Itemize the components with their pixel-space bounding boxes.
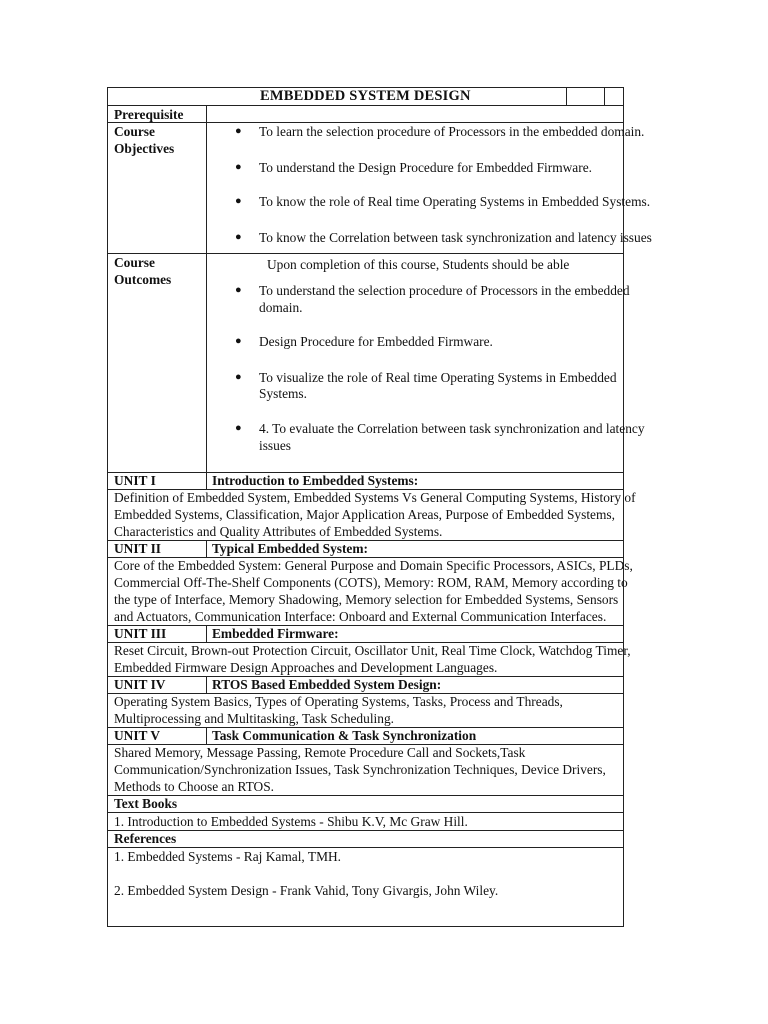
outcome-item: To understand the selection procedure of Processors in the embedded [259,283,630,298]
bullet-icon: ● [235,284,242,296]
unit-content-line: Commercial Off-The-Shelf Components (COTS), Memory: ROM, RAM, Memory according to [114,575,628,590]
outcome-item: Design Procedure for Embedded Firmware. [259,334,493,349]
objectives-label: Course [114,124,155,139]
row-divider [107,830,624,831]
unit-content-line: and Actuators, Communication Interface: Onboard and External Communication Interfaces. [114,609,607,624]
unit-title: Embedded Firmware: [212,626,339,641]
outcome-item: issues [259,438,291,453]
unit-title: Task Communication & Task Synchronization [212,728,477,743]
row-divider [107,625,624,626]
row-divider [107,253,624,254]
syllabus-table [107,87,652,927]
unit-label-divider [206,676,207,693]
outcome-item: domain. [259,300,303,315]
outcome-item: To visualize the role of Real time Operating Systems in Embedded [259,370,617,385]
bullet-icon: ● [235,371,242,383]
title-cell-divider [566,87,567,105]
course-title: EMBEDDED SYSTEM DESIGN [260,88,471,104]
text-books-label: Text Books [114,796,178,811]
unit-label-divider [206,727,207,744]
unit-label: UNIT I [114,473,156,488]
prerequisite-label: Prerequisite [114,107,184,122]
row-divider [107,105,624,106]
title-cell-divider [604,87,605,105]
unit-label-divider [206,540,207,557]
bullet-icon: ● [235,195,242,207]
unit-content-line: Operating System Basics, Types of Operating Systems, Tasks, Process and Threads, [114,694,563,709]
bullet-icon: ● [235,335,242,347]
unit-content-line: Definition of Embedded System, Embedded Systems Vs General Computing Systems, History of [114,490,636,505]
references-label: References [114,831,177,846]
unit-title: RTOS Based Embedded System Design: [212,677,442,692]
unit-content-line: Embedded Systems, Classification, Major Application Areas, Purpose of Embedded Systems, [114,507,615,522]
unit-content-line: Communication/Synchronization Issues, Task Synchronization Techniques, Device Drivers, [114,762,606,777]
unit-label: UNIT V [114,728,161,743]
text-book-item: 1. Introduction to Embedded Systems - Shibu K.V, Mc Graw Hill. [114,814,468,829]
unit-title: Typical Embedded System: [212,541,368,556]
unit-label: UNIT IV [114,677,166,692]
bullet-icon: ● [235,231,242,243]
unit-content-line: Shared Memory, Message Passing, Remote Procedure Call and Sockets,Task [114,745,526,760]
label-column-divider [206,105,207,472]
outcomes-label: Course [114,255,155,270]
bullet-icon: ● [235,422,242,434]
unit-content-line: the type of Interface, Memory Shadowing, Memory selection for Embedded Systems, Sensors [114,592,619,607]
unit-label-divider [206,472,207,489]
unit-label: UNIT II [114,541,162,556]
outcomes-intro: Upon completion of this course, Students should be able [267,257,570,272]
objective-item: To know the role of Real time Operating Systems in Embedded Systems. [259,194,651,209]
unit-content-line: Multiprocessing and Multitasking, Task Scheduling. [114,711,394,726]
unit-content-line: Methods to Choose an RTOS. [114,779,275,794]
unit-content-line: Reset Circuit, Brown-out Protection Circuit, Oscillator Unit, Real Time Clock, Watchdog Timer, [114,643,631,658]
bullet-icon: ● [235,161,242,173]
objective-item: To learn the selection procedure of Processors in the embedded domain. [259,124,645,139]
reference-item: 1. Embedded Systems - Raj Kamal, TMH. [114,849,341,864]
reference-item: 2. Embedded System Design - Frank Vahid, Tony Givargis, John Wiley. [114,883,499,898]
objective-item: To know the Correlation between task synchronization and latency issues [259,230,652,245]
bullet-icon: ● [235,125,242,137]
outcome-item: Systems. [259,386,307,401]
unit-label-divider [206,625,207,642]
row-divider [107,795,624,796]
objectives-label: Objectives [114,141,175,156]
unit-content-line: Core of the Embedded System: General Purpose and Domain Specific Processors, ASICs, PLDs, [114,558,633,573]
unit-content-line: Characteristics and Quality Attributes of Embedded Systems. [114,524,443,539]
outcomes-label: Outcomes [114,272,172,287]
unit-label: UNIT III [114,626,167,641]
unit-title: Introduction to Embedded Systems: [212,473,419,488]
outcome-item: 4. To evaluate the Correlation between task synchronization and latency [259,421,645,436]
objective-item: To understand the Design Procedure for Embedded Firmware. [259,160,592,175]
unit-content-line: Embedded Firmware Design Approaches and Development Languages. [114,660,498,675]
